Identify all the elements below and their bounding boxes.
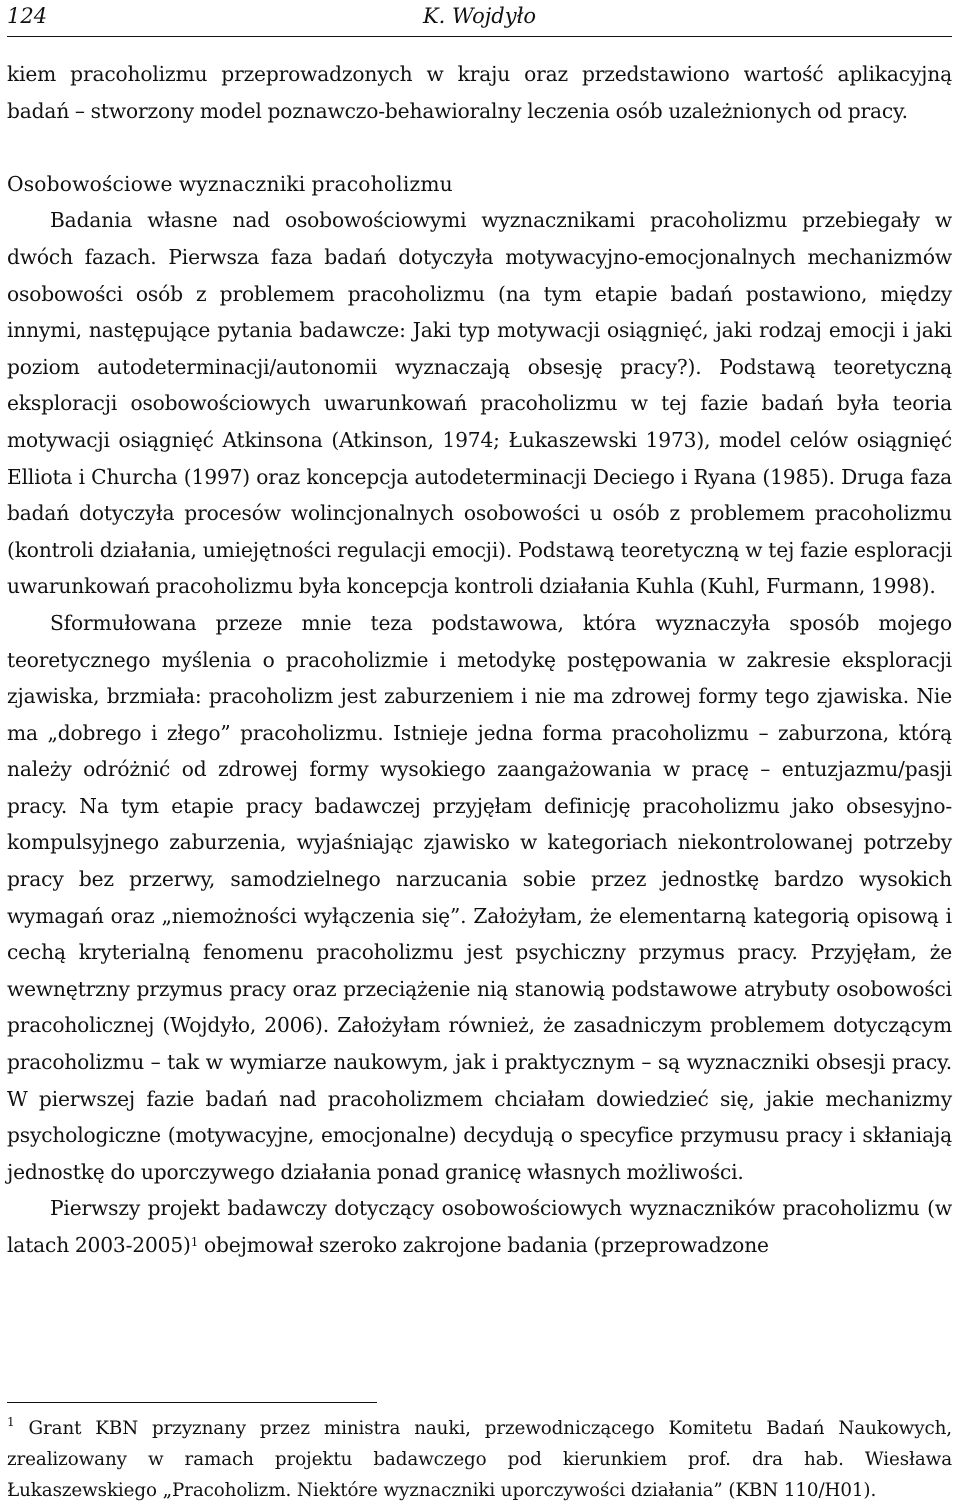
paragraph: Badania własne nad osobowościowymi wyznacznikami pracoholizmu przebiegały w dwóch fazach. Pierwsza faza badań dotyczyła motywacyjno-emocjonalnych mechanizmów osobowości osób z problemem pracoholizmu (na tym etapie badań postawiono, między innymi, następujące pytania badawcze: Jaki typ motywacji osiągnięć, jaki rodzaj emocji i jaki poziom autodeterminacji/autonomii wyznaczają obsesję pracy?). Podstawą teoretyczną eksploracji osobowościowych uwarunkowań pracoholizmu w tej fazie badań była teoria motywacji osiągnięć Atkinsona (Atkinson, 1974; Łukaszewski 1973), model celów osiągnięć Elliota i Churcha (1997) oraz koncepcja autodeterminacji Deciego i Ryana (1985). Druga faza badań dotyczyła procesów wolincjonalnych osobowości u osób z problemem pracoholizmu (kontroli działania, umiejętności regulacji emocji). Podstawą teoretyczną w tej fazie esploracji uwarunkowań pracoholizmu była koncepcja kontroli działania Kuhla (Kuhl, Furmann, 1998). bbox=[7, 208, 952, 599]
paragraph-continuation: kiem pracoholizmu przeprowadzonych w kraju oraz przedstawiono wartość aplikacyjną badań – stworzony model poznawczo-behawioralny leczenia osób uzależnionych od pracy. bbox=[7, 62, 952, 123]
paragraph-text: obejmował szeroko zakrojone badania (przeprowadzone bbox=[198, 1233, 769, 1257]
footnote-marker: 1 bbox=[7, 1415, 15, 1429]
footnote-text: Grant KBN przyznany przez ministra nauki, przewodniczącego Komitetu Badań Naukowych, zrealizowany w ramach projektu badawczego pod kierunkiem prof. dra hab. Wiesława Łukaszewskiego „Pracoholizm. Niektóre wyznaczniki uporczywości działania” (KBN 110/H01). bbox=[7, 1418, 952, 1501]
page-number: 124 bbox=[7, 4, 48, 28]
paragraph-text: Pierwszy projekt badawczy dotyczący osobowościowych wyznaczników pracoholizmu (w latach 2003-2005) bbox=[7, 1196, 952, 1257]
document-page bbox=[7, 0, 952, 1509]
paragraph bbox=[7, 1190, 952, 1263]
footnote-reference: 1 bbox=[190, 1235, 199, 1249]
footnote-separator bbox=[7, 1402, 377, 1403]
paragraph: Sformułowana przeze mnie teza podstawowa, która wyznaczyła sposób mojego teoretycznego myślenia o pracoholizmie i metodykę postępowania w zakresie eksploracji zjawiska, brzmiała: pracoholizm jest zaburzeniem i nie ma zdrowej formy tego zjawiska. Nie ma „dobrego i złego” pracoholizmu. Istnieje jedna forma pracoholizmu – zaburzona, którą należy odróżnić od zdrowej formy wysokiego zaangażowania w pracę – entuzjazmu/pasji pracy. Na tym etapie pracy badawczej przyjęłam definicję pracoholizmu jako obsesyjno-kompulsyjnego zaburzenia, wyjaśniając zjawisko w kategoriach niekontrolowanej potrzeby pracy bez przerwy, samodzielnego narzucania sobie przez jednostkę bardzo wysokich wymagań oraz „niemożności wyłączenia się”. Założyłam, że elementarną kategorią opisową i cechą kryterialną fenomenu pracoholizmu jest psychiczny przymus pracy. Przyjęłam, że wewnętrzny przymus pracy oraz przeciążenie nią stanowią podstawowe atrybuty osobowości pracoholicznej (Wojdyło, 2006). Założyłam również, że zasadniczym problemem dotyczącym pracoholizmu – tak w wymiarze naukowym, jak i praktycznym – są wyznaczniki obsesji pracy. W pierwszej fazie badań nad pracoholizmem chciałam dowiedzieć się, jakie mechanizmy psychologiczne (motywacyjne, emocjonalne) decydują o specyfice przymusu pracy i skłaniają jednostkę do uporczywego działania ponad granicę własnych możliwości. bbox=[7, 610, 952, 1184]
footnote bbox=[7, 1413, 952, 1506]
section-heading: Osobowościowe wyznaczniki pracoholizmu bbox=[7, 171, 453, 196]
running-head: K. Wojdyło bbox=[422, 4, 537, 28]
page-header bbox=[7, 0, 952, 37]
main-text bbox=[7, 56, 952, 1264]
